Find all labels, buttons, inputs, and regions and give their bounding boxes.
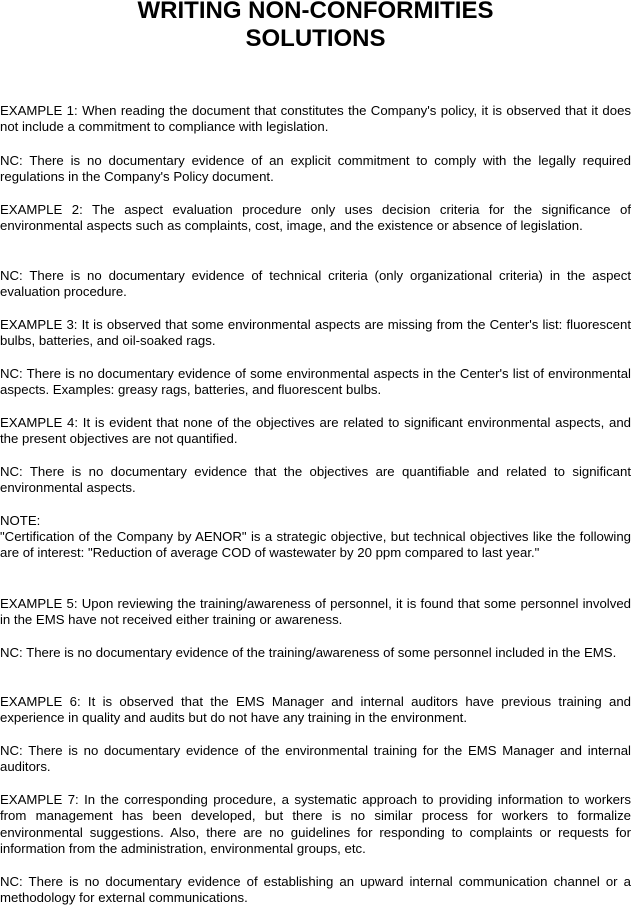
document-title-line-1: WRITING NON-CONFORMITIES bbox=[137, 0, 494, 24]
example-1-paragraph: EXAMPLE 1: When reading the document that constitutes the Company's policy, it is observed that it does not include a commitment to compliance with legislation. bbox=[0, 103, 631, 135]
note-label: NOTE: bbox=[0, 513, 41, 528]
example-2-paragraph: EXAMPLE 2: The aspect evaluation procedure only uses decision criteria for the significance of environmental aspects such as complaints, cost, image, and the existence or absence of legislation. bbox=[0, 202, 631, 234]
nc-1-paragraph: NC: There is no documentary evidence of an explicit commitment to comply with the legally required regulations in the Company's Policy document. bbox=[0, 153, 631, 185]
nc-7-paragraph: NC: There is no documentary evidence of establishing an upward internal communication channel or a methodology for external communications. bbox=[0, 874, 631, 906]
nc-5-paragraph: NC: There is no documentary evidence of the training/awareness of some personnel included in the EMS. bbox=[0, 645, 617, 660]
note-paragraph: "Certification of the Company by AENOR" is a strategic objective, but technical objectives like the following are of interest: "Reduction of average COD of wastewater by 20 ppm compared to last year." bbox=[0, 529, 631, 561]
document-title-line-2: SOLUTIONS bbox=[245, 25, 386, 52]
example-7-paragraph: EXAMPLE 7: In the corresponding procedure, a systematic approach to providing information to workers from management has been developed, but there is no similar process for workers to formalize environmental suggestions. Also, there are no guidelines for responding to complaints or requests for information from the administration, environmental groups, etc. bbox=[0, 792, 631, 857]
example-3-paragraph: EXAMPLE 3: It is observed that some environmental aspects are missing from the Center's list: fluorescent bulbs, batteries, and oil-soaked rags. bbox=[0, 317, 631, 349]
example-5-paragraph: EXAMPLE 5: Upon reviewing the training/awareness of personnel, it is found that some personnel involved in the EMS have not received either training or awareness. bbox=[0, 596, 631, 628]
nc-3-paragraph: NC: There is no documentary evidence of some environmental aspects in the Center's list of environmental aspects. Examples: greasy rags, batteries, and fluorescent bulbs. bbox=[0, 366, 631, 398]
nc-6-paragraph: NC: There is no documentary evidence of the environmental training for the EMS Manager and internal auditors. bbox=[0, 743, 631, 775]
example-4-paragraph: EXAMPLE 4: It is evident that none of the objectives are related to significant environmental aspects, and the present objectives are not quantified. bbox=[0, 415, 631, 447]
nc-4-paragraph: NC: There is no documentary evidence that the objectives are quantifiable and related to significant environmental aspects. bbox=[0, 464, 631, 496]
example-6-paragraph: EXAMPLE 6: It is observed that the EMS Manager and internal auditors have previous training and experience in quality and audits but do not have any training in the environment. bbox=[0, 694, 631, 726]
nc-2-paragraph: NC: There is no documentary evidence of technical criteria (only organizational criteria) in the aspect evaluation procedure. bbox=[0, 268, 631, 300]
